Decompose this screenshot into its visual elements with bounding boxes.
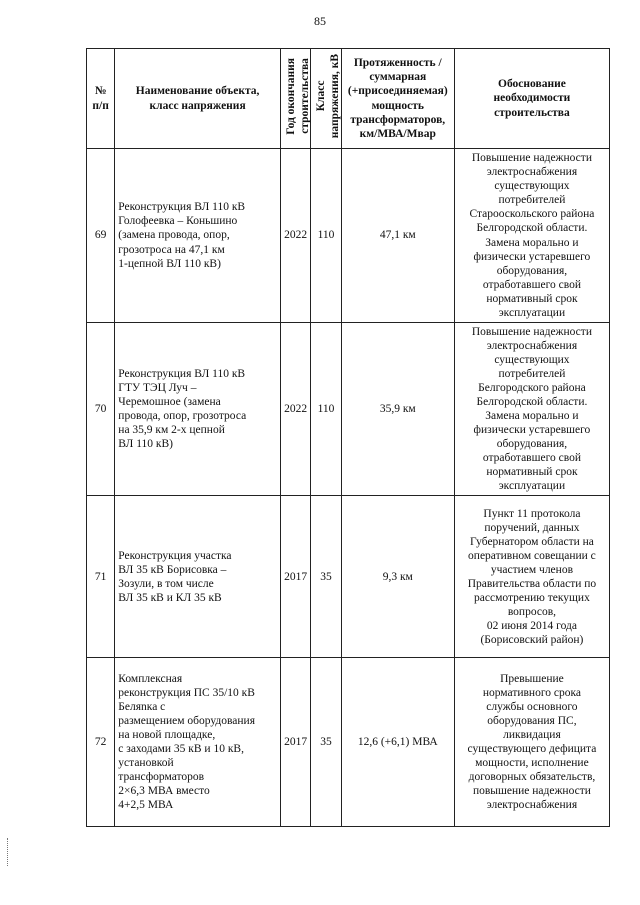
header-num: № п/п	[87, 49, 115, 149]
row-voltage: 110	[311, 323, 341, 496]
row-length: 12,6 (+6,1) МВА	[341, 658, 454, 827]
investment-table	[86, 48, 610, 827]
scan-margin-mark	[7, 838, 9, 866]
row-num: 71	[87, 496, 115, 658]
row-length: 35,9 км	[341, 323, 454, 496]
row-year: 2022	[280, 149, 310, 323]
row-year: 2022	[280, 323, 310, 496]
row-justification: Пункт 11 протокола поручений, данных Губернатором области на оперативном совещании с участием членов Правительства области по рассмотрению текущих вопросов, 02 июня 2014 года (Борисовский район)	[454, 496, 609, 658]
table-row	[87, 323, 610, 496]
row-voltage: 110	[311, 149, 341, 323]
row-name: Комплексная реконструкция ПС 35/10 кВ Беляnка с размещением оборудования на новой площадке, с заходами 35 кВ и 10 кВ, установкой трансформаторов 2×6,3 МВА вместо 4+2,5 МВА	[115, 658, 281, 827]
row-num: 72	[87, 658, 115, 827]
header-voltage-text: Класс напряжения, кВ	[315, 54, 342, 139]
header-name: Наименование объекта, класс напряжения	[115, 49, 281, 149]
row-num: 69	[87, 149, 115, 323]
row-num: 70	[87, 323, 115, 496]
row-length: 9,3 км	[341, 496, 454, 658]
row-year: 2017	[280, 658, 310, 827]
row-name: Реконструкция ВЛ 110 кВ ГТУ ТЭЦ Луч – Черемошное (замена провода, опор, грозотроса на 35,9 км 2-х цепной ВЛ 110 кВ)	[115, 323, 281, 496]
row-justification: Повышение надежности электроснабжения существующих потребителей Белгородского района Белгородской области. Замена морально и физически устаревшего оборудования, отработавшего свой нормативный срок эксплуатации	[454, 323, 609, 496]
row-name: Реконструкция участка ВЛ 35 кВ Борисовка – Зозули, в том числе ВЛ 35 кВ и КЛ 35 кВ	[115, 496, 281, 658]
header-justification: Обоснование необходимости строительства	[454, 49, 609, 149]
table-row	[87, 496, 610, 658]
row-voltage: 35	[311, 496, 341, 658]
header-length: Протяженность / суммарная (+присоединяемая) мощность трансформаторов, км/МВА/Мвар	[341, 49, 454, 149]
row-voltage: 35	[311, 658, 341, 827]
row-name: Реконструкция ВЛ 110 кВ Голофеевка – Коньшино (замена провода, опор, грозотроса на 47,1 км 1-цепной ВЛ 110 кВ)	[115, 149, 281, 323]
row-length: 47,1 км	[341, 149, 454, 323]
row-justification: Превышение нормативного срока службы основного оборудования ПС, ликвидация существующего дефицита мощности, исполнение договорных обязательств, повышение надежности электроснабжения	[454, 658, 609, 827]
table-row	[87, 149, 610, 323]
row-year: 2017	[280, 496, 310, 658]
page-number: 85	[314, 14, 326, 28]
header-year	[280, 49, 310, 149]
table-row	[87, 658, 610, 827]
header-year-text: Год окончания строительства	[284, 58, 311, 135]
row-justification: Повышение надежности электроснабжения существующих потребителей Старооскольского района Белгородской области. Замена морально и физически устаревшего оборудования, отработавшего свой нормативный срок эксплуатации	[454, 149, 609, 323]
header-voltage	[311, 49, 341, 149]
table-header-row	[87, 49, 610, 149]
